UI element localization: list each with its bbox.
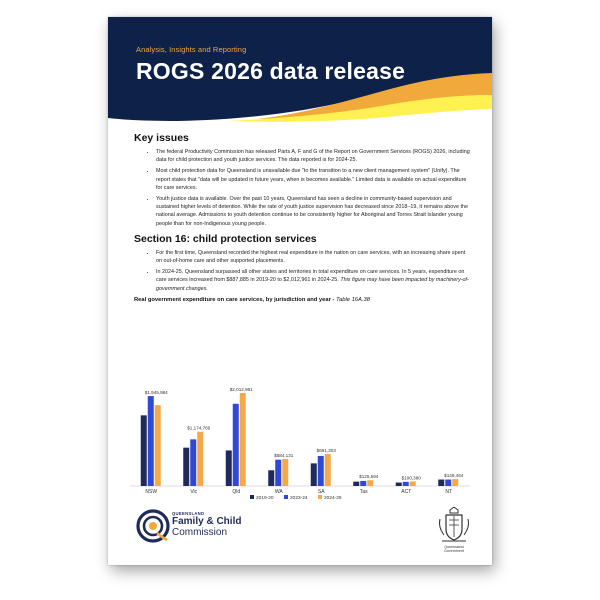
section16-list [134, 249, 472, 293]
chart-data-label: $584,131 [274, 453, 294, 459]
chart-bar [353, 482, 359, 486]
legend-swatch [284, 495, 288, 499]
header-kicker: Analysis, Insights and Reporting [136, 45, 247, 54]
legend-entry: 2024-25 [324, 496, 342, 501]
logo-small-text: QUEENSLAND [172, 511, 205, 516]
chart-data-label: $1,174,769 [187, 425, 211, 431]
logo-main-text: Family & Child [172, 516, 242, 527]
chart-category-label: Tas [359, 489, 368, 495]
chart-bar [141, 415, 147, 486]
chart-data-label: $149,464 [444, 473, 464, 479]
chart-bar [403, 482, 409, 486]
chart-data-label: $1,945,984 [144, 390, 168, 396]
section16-item: • For the first time, Queensland recorded the highest real expenditure in the nation on care services, with an increasing share spent on out-of-home care and other supported placements. [156, 249, 472, 265]
chart-bar [438, 480, 444, 486]
chart-category-label: NT [445, 489, 453, 495]
chart-category-label: Vic [190, 489, 198, 495]
crest-line2: Government [444, 549, 464, 553]
crest-line1: Queensland [444, 545, 464, 549]
key-issues-heading: Key issues [134, 132, 189, 144]
chart-bar [148, 396, 154, 486]
header-banner [108, 17, 492, 129]
chart-caption-ref: Table 16A.38 [336, 296, 370, 303]
chart-caption-main: Real government expenditure on care services, by jurisdiction and year - [134, 296, 336, 303]
crest-text [436, 545, 472, 553]
chart-bar [190, 439, 196, 486]
key-issue-item: • The federal Productivity Commission has released Parts A, F and G of the Report on Government Services (ROGS) 2026, including data for child protection and youth justice services. The data reported is for 2024-25. [156, 148, 472, 164]
chart-bar [360, 481, 366, 486]
chart-category-label: WA [274, 489, 283, 495]
key-issues-list [134, 148, 472, 228]
crest-icon [436, 507, 472, 545]
section16-item [156, 268, 472, 293]
chart-bar [325, 454, 331, 486]
chart-data-label: $100,380 [401, 475, 421, 481]
chart-category-label: NSW [145, 489, 158, 495]
expenditure-bar-chart [122, 379, 478, 503]
legend-swatch [318, 495, 322, 499]
chart-bar [396, 483, 402, 486]
section16-item-text: In 2024-25, Queensland surpassed all other states and territories in total expenditure on care services. In 5 years, expenditure on care services increased from $887,885 in 2019-20 to $2,012,961 in 2024-25. [156, 269, 465, 284]
section16-item-note: This figure may have been impacted by machinery-of-government changes. [156, 277, 469, 292]
chart-bar [282, 459, 288, 486]
queensland-government-crest [436, 507, 472, 553]
chart-bar [226, 450, 232, 486]
section16-heading: Section 16: child protection services [134, 232, 317, 245]
logo-sub-text: Commission [172, 527, 228, 538]
key-issue-item: • Most child protection data for Queensland is unavailable due "to the transition to a new client management system" (Unify). The report states that "data will be updated in future years, when is becomes available." Limited data is available on actual expenditure for care services. [156, 167, 472, 192]
chart-bar [410, 481, 416, 486]
key-issue-item: • Youth justice data is available. Over the past 10 years, Queensland has seen a decline in community-based supervision and sustained higher levels of detention. While the rate of youth justice supervision has decreased since 2018–19, it remains above the national average. Admissions to youth detention continue to be consistently higher for Aboriginal and Torres Strait Islander young people than for non-Indigenous young people. [156, 195, 472, 228]
chart-bar [240, 393, 246, 486]
chart-data-label: $2,012,961 [229, 387, 253, 393]
qfcc-logo-mark [136, 509, 170, 543]
chart-category-label: ACT [401, 489, 412, 495]
legend-entry: 2023-24 [290, 496, 308, 501]
chart-bar [197, 432, 203, 486]
chart-bar [275, 460, 281, 486]
chart-caption [134, 297, 472, 303]
chart-data-label: $125,594 [359, 474, 379, 480]
legend-swatch [250, 495, 254, 499]
legend-entry: 2019-20 [256, 496, 274, 501]
qfcc-logo-text [172, 511, 241, 538]
chart-bar [233, 404, 239, 486]
chart-bar [183, 448, 189, 486]
page-title: ROGS 2026 data release [136, 58, 406, 84]
chart-bar [452, 479, 458, 486]
report-page [108, 17, 492, 565]
chart-bar [367, 480, 373, 486]
chart-bar [311, 463, 317, 486]
qfcc-logo [136, 509, 276, 549]
chart-bar [445, 480, 451, 486]
chart-category-label: SA [317, 489, 325, 495]
chart-category-label: Qld [232, 489, 241, 495]
chart-bar [268, 470, 274, 486]
chart-data-label: $691,303 [316, 448, 336, 454]
chart-bar [318, 456, 324, 486]
main-content [134, 132, 472, 303]
chart-bar [155, 405, 161, 486]
